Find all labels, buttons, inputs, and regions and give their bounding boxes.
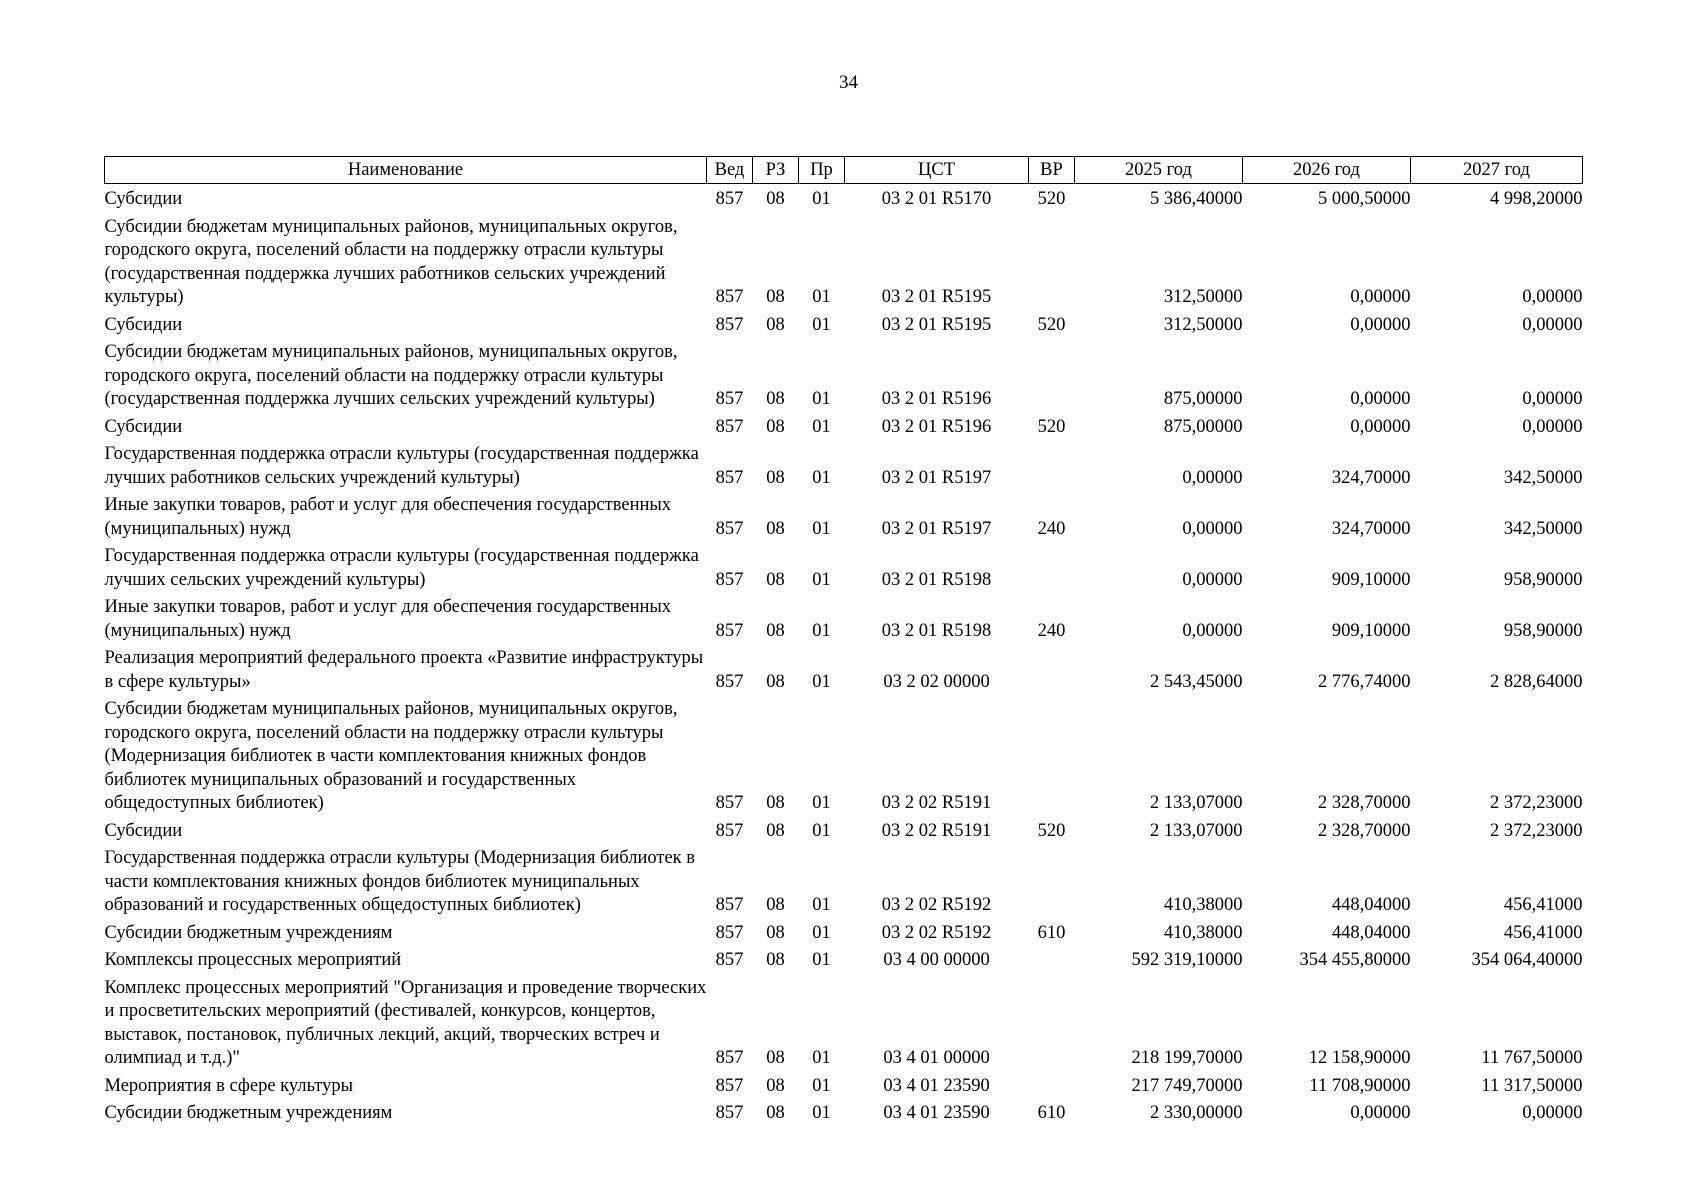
table-row — [105, 1071, 1583, 1099]
cell-2025: 0,00000 — [1182, 620, 1243, 641]
cell-2025: 218 199,70000 — [1131, 1048, 1243, 1068]
cell-2025: 2 133,07000 — [1150, 793, 1243, 813]
cell-2025: 410,38000 — [1163, 922, 1243, 943]
cell-vr: 520 — [1037, 820, 1066, 841]
cell-ved: 857 — [715, 671, 744, 692]
cell-name: Субсидии бюджетам муниципальных районов, муниципальных округов, городского округа, поселений области на поддержку отрасли культуры (государственная поддержка лучших сельских учреждений культуры) — [104, 342, 678, 409]
header-rz: РЗ — [753, 157, 799, 184]
table-body — [105, 184, 1583, 1126]
cell-vr: 520 — [1037, 189, 1066, 209]
cell-2027: 0,00000 — [1522, 287, 1583, 307]
cell-2027: 342,50000 — [1503, 467, 1583, 488]
cell-ved: 857 — [715, 620, 744, 641]
cell-2026: 324,70000 — [1331, 467, 1411, 488]
cell-name: Субсидии — [104, 820, 183, 841]
cell-rz: 08 — [766, 620, 785, 641]
cell-2025: 2 543,45000 — [1150, 671, 1243, 692]
cell-rz: 08 — [766, 569, 785, 590]
cell-ved: 857 — [715, 569, 744, 590]
budget-table — [104, 156, 1583, 1126]
cell-2026: 0,00000 — [1350, 314, 1411, 335]
cell-vr: 240 — [1037, 620, 1066, 641]
cell-cst: 03 2 02 00000 — [883, 671, 990, 692]
cell-ved: 857 — [715, 793, 744, 813]
cell-2027: 2 372,23000 — [1490, 793, 1583, 813]
cell-2026: 11 708,90000 — [1309, 1075, 1411, 1096]
cell-cst: 03 2 01 R5197 — [881, 518, 992, 539]
cell-pr: 01 — [812, 467, 831, 488]
cell-cst: 03 2 01 R5197 — [881, 467, 992, 488]
cell-vr — [1029, 439, 1075, 490]
table-row — [105, 310, 1583, 338]
cell-pr: 01 — [812, 1103, 831, 1123]
cell-2026: 2 328,70000 — [1318, 820, 1411, 841]
cell-pr: 01 — [812, 820, 831, 841]
cell-2027: 354 064,40000 — [1471, 950, 1583, 970]
cell-ved: 857 — [715, 1048, 744, 1068]
cell-2027: 342,50000 — [1503, 518, 1583, 539]
cell-2026: 324,70000 — [1331, 518, 1411, 539]
table-header-row — [105, 157, 1583, 184]
cell-cst: 03 2 01 R5195 — [881, 287, 992, 307]
cell-ved: 857 — [715, 518, 744, 539]
cell-2026: 0,00000 — [1350, 389, 1411, 409]
cell-name: Реализация мероприятий федерального проекта «Развитие инфраструктуры в сфере культуры» — [104, 648, 704, 692]
cell-2025: 875,00000 — [1163, 389, 1243, 409]
cell-rz: 08 — [766, 820, 785, 841]
cell-vr — [1029, 541, 1075, 592]
table-row — [105, 694, 1583, 816]
cell-cst: 03 2 01 R5170 — [881, 189, 992, 209]
cell-pr: 01 — [812, 671, 831, 692]
cell-cst: 03 2 02 R5192 — [881, 895, 992, 915]
cell-cst: 03 4 01 23590 — [883, 1075, 990, 1096]
cell-name: Государственная поддержка отрасли культуры (Модернизация библиотек в части комплектования книжных фондов библиотек муниципальных образований и государственных общедоступных библиотек) — [104, 848, 696, 915]
cell-rz: 08 — [766, 922, 785, 943]
cell-rz: 08 — [766, 389, 785, 409]
cell-2027: 0,00000 — [1522, 1103, 1583, 1123]
table-row — [105, 337, 1583, 412]
cell-cst: 03 2 01 R5198 — [881, 569, 992, 590]
header-cst: ЦСТ — [845, 157, 1029, 184]
cell-2026: 909,10000 — [1331, 569, 1411, 590]
cell-name: Субсидии бюджетам муниципальных районов, муниципальных округов, городского округа, поселений области на поддержку отрасли культуры (государственная поддержка лучших работников сельских учреждений культуры) — [104, 216, 678, 307]
cell-name: Субсидии бюджетным учреждениям — [104, 1103, 393, 1123]
cell-ved: 857 — [715, 389, 744, 409]
cell-rz: 08 — [766, 287, 785, 307]
table-row — [105, 1098, 1583, 1126]
cell-name: Субсидии — [104, 314, 183, 335]
table-row — [105, 945, 1583, 973]
table-row — [105, 973, 1583, 1071]
cell-2027: 0,00000 — [1522, 389, 1583, 409]
cell-name: Государственная поддержка отрасли культуры (государственная поддержка лучших работников сельских учреждений культуры) — [104, 444, 699, 488]
cell-2027: 0,00000 — [1522, 314, 1583, 335]
header-2025: 2025 год — [1075, 157, 1243, 184]
cell-rz: 08 — [766, 416, 785, 437]
table-row — [105, 918, 1583, 946]
header-2026: 2026 год — [1243, 157, 1411, 184]
cell-rz: 08 — [766, 1048, 785, 1068]
cell-2026: 909,10000 — [1331, 620, 1411, 641]
cell-2026: 0,00000 — [1350, 287, 1411, 307]
cell-ved: 857 — [715, 287, 744, 307]
cell-name: Мероприятия в сфере культуры — [104, 1075, 354, 1096]
cell-2025: 0,00000 — [1182, 569, 1243, 590]
table-row — [105, 643, 1583, 694]
table-row — [105, 843, 1583, 918]
cell-pr: 01 — [812, 518, 831, 539]
cell-cst: 03 2 02 R5192 — [881, 922, 992, 943]
cell-vr — [1029, 945, 1075, 973]
cell-rz: 08 — [766, 189, 785, 209]
header-vr: ВР — [1029, 157, 1075, 184]
cell-cst: 03 2 01 R5196 — [881, 389, 992, 409]
cell-pr: 01 — [812, 287, 831, 307]
cell-2025: 0,00000 — [1182, 467, 1243, 488]
cell-vr — [1029, 694, 1075, 816]
cell-2027: 4 998,20000 — [1490, 189, 1583, 209]
cell-rz: 08 — [766, 314, 785, 335]
cell-rz: 08 — [766, 950, 785, 970]
cell-rz: 08 — [766, 1103, 785, 1123]
cell-pr: 01 — [812, 1075, 831, 1096]
cell-vr — [1029, 643, 1075, 694]
cell-2027: 2 828,64000 — [1490, 671, 1583, 692]
table-row — [105, 439, 1583, 490]
cell-name: Субсидии бюджетам муниципальных районов, муниципальных округов, городского округа, поселений области на поддержку отрасли культуры (Модернизация библиотек в части комплектования книжных фондов библиотек муниципальных образований и государственных общедоступных библиотек) — [104, 699, 678, 813]
cell-2026: 448,04000 — [1331, 922, 1411, 943]
cell-name: Комплексы процессных мероприятий — [104, 950, 402, 970]
cell-rz: 08 — [766, 518, 785, 539]
cell-cst: 03 4 00 00000 — [883, 950, 990, 970]
cell-pr: 01 — [812, 189, 831, 209]
cell-pr: 01 — [812, 620, 831, 641]
cell-2026: 5 000,50000 — [1318, 189, 1411, 209]
cell-ved: 857 — [715, 950, 744, 970]
header-2027: 2027 год — [1411, 157, 1583, 184]
cell-2026: 354 455,80000 — [1299, 950, 1411, 970]
cell-rz: 08 — [766, 671, 785, 692]
cell-vr: 240 — [1037, 518, 1066, 539]
cell-ved: 857 — [715, 922, 744, 943]
cell-vr — [1029, 973, 1075, 1071]
cell-2027: 958,90000 — [1503, 569, 1583, 590]
cell-ved: 857 — [715, 314, 744, 335]
cell-pr: 01 — [812, 569, 831, 590]
cell-pr: 01 — [812, 1048, 831, 1068]
cell-vr — [1029, 1071, 1075, 1099]
cell-rz: 08 — [766, 1075, 785, 1096]
cell-cst: 03 4 01 00000 — [883, 1048, 990, 1068]
cell-pr: 01 — [812, 389, 831, 409]
header-pr: Пр — [799, 157, 845, 184]
cell-cst: 03 2 01 R5198 — [881, 620, 992, 641]
cell-2026: 12 158,90000 — [1308, 1048, 1411, 1068]
page-number: 34 — [839, 72, 858, 93]
cell-ved: 857 — [715, 1103, 744, 1123]
cell-name: Комплекс процессных мероприятий "Организация и проведение творческих и просветительских мероприятий (фестивалей, конкурсов, концертов, выставок, постановок, публичных лекций, акций, творческих встреч и олимпиад и т.д.)" — [104, 977, 707, 1068]
cell-ved: 857 — [715, 1075, 744, 1096]
cell-pr: 01 — [812, 793, 831, 813]
cell-cst: 03 4 01 23590 — [883, 1103, 990, 1123]
cell-name: Субсидии — [104, 189, 183, 209]
cell-2027: 2 372,23000 — [1490, 820, 1583, 841]
table-row — [105, 592, 1583, 643]
header-name: Наименование — [105, 157, 707, 184]
cell-pr: 01 — [812, 895, 831, 915]
cell-cst: 03 2 01 R5195 — [881, 314, 992, 335]
cell-vr: 610 — [1037, 922, 1066, 943]
cell-ved: 857 — [715, 416, 744, 437]
cell-name: Субсидии — [104, 416, 183, 437]
cell-cst: 03 2 01 R5196 — [881, 416, 992, 437]
cell-2025: 410,38000 — [1163, 895, 1243, 915]
cell-name: Иные закупки товаров, работ и услуг для обеспечения государственных (муниципальных) нужд — [104, 597, 672, 641]
cell-name: Иные закупки товаров, работ и услуг для обеспечения государственных (муниципальных) нужд — [104, 495, 672, 539]
cell-vr: 610 — [1037, 1103, 1066, 1123]
table-row — [105, 490, 1583, 541]
cell-vr: 520 — [1037, 314, 1066, 335]
cell-2025: 0,00000 — [1182, 518, 1243, 539]
cell-vr: 520 — [1037, 416, 1066, 437]
cell-name: Государственная поддержка отрасли культуры (государственная поддержка лучших сельских учреждений культуры) — [104, 546, 699, 590]
cell-2026: 0,00000 — [1350, 416, 1411, 437]
cell-2027: 958,90000 — [1503, 620, 1583, 641]
cell-2025: 217 749,70000 — [1131, 1075, 1243, 1096]
cell-pr: 01 — [812, 314, 831, 335]
table-row — [105, 212, 1583, 310]
cell-2027: 11 767,50000 — [1481, 1048, 1583, 1068]
cell-ved: 857 — [715, 189, 744, 209]
cell-2026: 2 776,74000 — [1318, 671, 1411, 692]
cell-pr: 01 — [812, 950, 831, 970]
cell-2025: 312,50000 — [1163, 287, 1243, 307]
table-row — [105, 541, 1583, 592]
cell-vr — [1029, 337, 1075, 412]
cell-2025: 5 386,40000 — [1150, 189, 1243, 209]
cell-ved: 857 — [715, 467, 744, 488]
table-row — [105, 816, 1583, 844]
cell-2026: 0,00000 — [1350, 1103, 1411, 1123]
cell-2025: 875,00000 — [1163, 416, 1243, 437]
cell-rz: 08 — [766, 467, 785, 488]
cell-cst: 03 2 02 R5191 — [881, 793, 992, 813]
cell-name: Субсидии бюджетным учреждениям — [104, 922, 393, 943]
cell-2026: 2 328,70000 — [1318, 793, 1411, 813]
cell-2027: 11 317,50000 — [1481, 1075, 1583, 1096]
cell-cst: 03 2 02 R5191 — [881, 820, 992, 841]
cell-2025: 592 319,10000 — [1131, 950, 1243, 970]
table-row — [105, 412, 1583, 440]
cell-2027: 456,41000 — [1503, 922, 1583, 943]
cell-ved: 857 — [715, 895, 744, 915]
cell-rz: 08 — [766, 793, 785, 813]
cell-2027: 0,00000 — [1522, 416, 1583, 437]
cell-pr: 01 — [812, 416, 831, 437]
cell-2025: 2 330,00000 — [1150, 1103, 1243, 1123]
cell-ved: 857 — [715, 820, 744, 841]
table-row — [105, 184, 1583, 212]
cell-2026: 448,04000 — [1331, 895, 1411, 915]
cell-vr — [1029, 843, 1075, 918]
cell-2025: 312,50000 — [1163, 314, 1243, 335]
cell-pr: 01 — [812, 922, 831, 943]
cell-2025: 2 133,07000 — [1150, 820, 1243, 841]
cell-vr — [1029, 212, 1075, 310]
cell-2027: 456,41000 — [1503, 895, 1583, 915]
cell-rz: 08 — [766, 895, 785, 915]
header-ved: Вед — [707, 157, 753, 184]
